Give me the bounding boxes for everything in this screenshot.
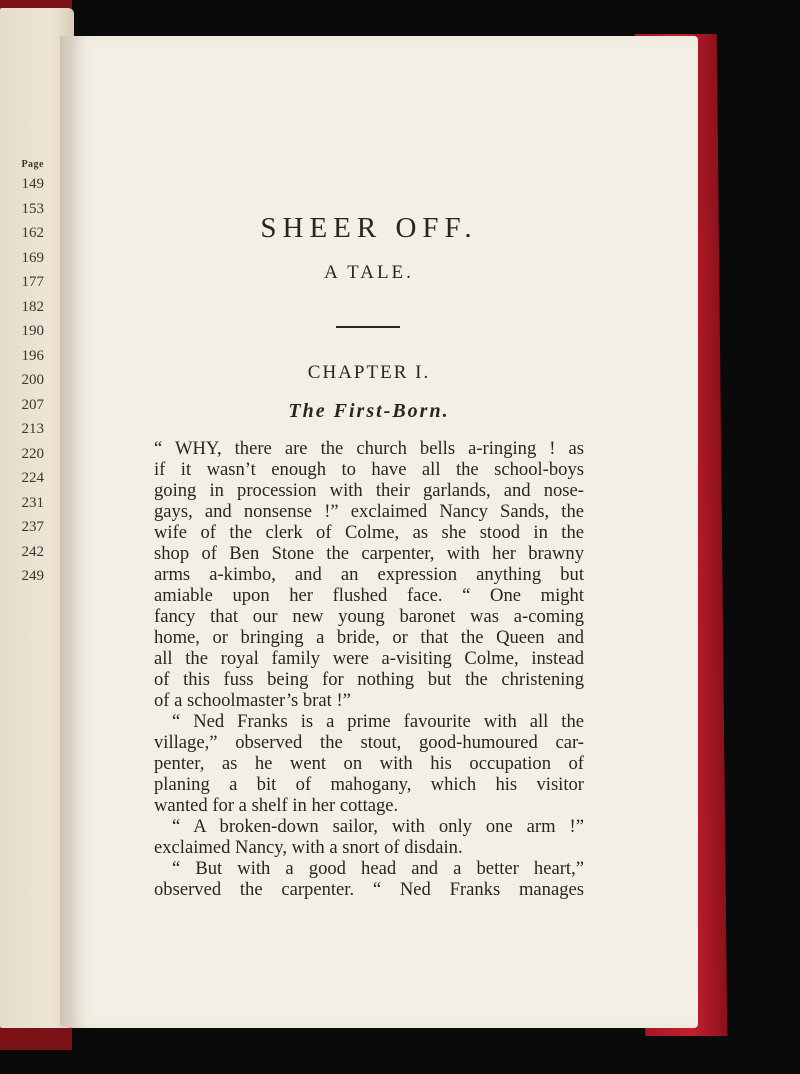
text-line: “ But with a good head and a better heart,” — [172, 858, 584, 879]
page-number: 149 — [21, 176, 44, 192]
text-line: going in procession with their garlands, and nose- — [154, 480, 584, 501]
chapter-body — [154, 438, 584, 900]
text-line: of this fuss being for nothing but the christening — [154, 669, 584, 690]
page-number: 207 — [21, 396, 44, 413]
text-line: gays, and nonsense !” exclaimed Nancy Sands, the — [154, 501, 584, 522]
text-line: amiable upon her flushed face. “ One might — [154, 585, 584, 606]
title-divider — [336, 326, 400, 328]
text-line: “ Ned Franks is a prime favourite with all the — [172, 711, 584, 732]
text-line: planing a bit of mahogany, which his visitor — [154, 774, 584, 795]
text-line: wanted for a shelf in her cottage. — [154, 795, 399, 816]
text-line: if it wasn’t enough to have all the school-boys — [154, 459, 584, 480]
page-number: 196 — [21, 347, 44, 364]
text-line: penter, as he went on with his occupation of — [154, 753, 584, 774]
chapter-heading: CHAPTER I. — [307, 362, 431, 383]
text-line: fancy that our new young baronet was a-coming — [154, 606, 584, 627]
text-line: of a schoolmaster’s brat !” — [154, 690, 351, 711]
page-number: 190 — [21, 323, 44, 339]
page-number: 231 — [21, 494, 44, 511]
text-line: home, or bringing a bride, or that the Queen and — [154, 627, 584, 648]
text-line: arms a-kimbo, and an expression anything but — [154, 564, 584, 585]
text-line: village,” observed the stout, good-humoured car- — [154, 732, 584, 753]
page-number: 177 — [21, 274, 44, 290]
page-number: 237 — [21, 519, 44, 535]
page-number: 153 — [21, 200, 44, 217]
page-number: 182 — [21, 298, 44, 315]
text-line: all the royal family were a-visiting Colme, instead — [154, 648, 584, 669]
page-column-header: Page — [21, 159, 44, 170]
text-line: shop of Ben Stone the carpenter, with her brawny — [154, 543, 584, 564]
contents-page-numbers — [4, 158, 44, 589]
text-line: observed the carpenter. “ Ned Franks manages — [154, 879, 584, 900]
page-number: 249 — [21, 568, 44, 584]
page-number: 213 — [21, 421, 44, 437]
page-number: 169 — [21, 249, 44, 266]
page-number: 220 — [21, 445, 44, 462]
page-number: 162 — [21, 225, 44, 241]
page-number: 200 — [21, 372, 44, 388]
book-subtitle: A TALE. — [324, 262, 414, 283]
right-page — [70, 36, 698, 1028]
page-number: 242 — [21, 543, 44, 560]
book-title: SHEER OFF. — [260, 212, 478, 244]
text-line: “ A broken-down sailor, with only one arm !” — [172, 816, 584, 837]
page-number: 224 — [21, 470, 44, 486]
chapter-title: The First-Born. — [288, 400, 450, 422]
text-line: “ WHY, there are the church bells a-ringing ! as — [154, 438, 584, 459]
text-line: wife of the clerk of Colme, as she stood in the — [154, 522, 584, 543]
text-line: exclaimed Nancy, with a snort of disdain. — [154, 837, 463, 858]
